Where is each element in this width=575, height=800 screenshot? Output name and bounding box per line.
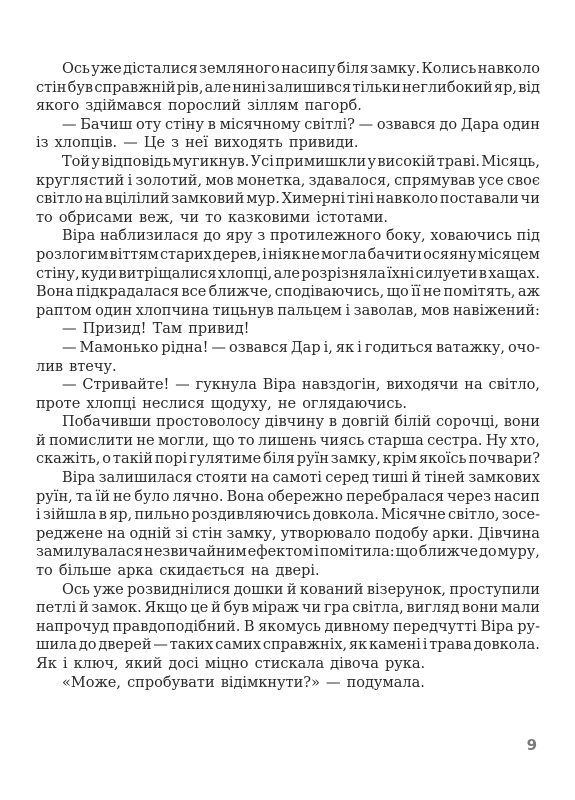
text-line: Побачивши простоволосу дівчину в довгій білій сорочці, вони xyxy=(62,414,540,431)
text-line: світло на вцілілий замковий мур. Химерні тіні навколо поставали чи xyxy=(36,191,540,208)
text-line: руїн, та їй не було лячно. Вона обережно перебралася через насип xyxy=(36,488,540,505)
text-line: — Стривайте! — гукнула Віра навздогін, виходячи на світло, xyxy=(62,377,540,394)
text-line: — Призид! Там привид! xyxy=(62,321,250,338)
text-line: стін був справжній рів, але нині залишився тільки неглибокий яр, від xyxy=(36,79,540,96)
text-line: і зійшла в яр, пильно роздивляючись довкола. Місячне світло, зосе- xyxy=(36,507,540,524)
text-line: Ось уже розвиднілися дошки й кований візерунок, проступили xyxy=(62,581,540,598)
text-line: й помислити не могли, що то лишень чиясь старша сестра. Ну хто, xyxy=(36,432,540,449)
text-line: проте хлопці неслися щодуху, не оглядаючись. xyxy=(36,395,407,412)
text-line: якого здіймався порослий зіллям пагорб. xyxy=(36,98,362,115)
text-line: шила до дверей — таких самих справжніх, як камені і трава довкола. xyxy=(36,637,540,654)
text-line: із хлопців. — Це з неї виходять привиди. xyxy=(36,135,359,152)
text-line: Ось уже дісталися земляного насипу біля замку. Колись навколо xyxy=(62,61,540,77)
text-line: реджене на одній зі стін замку, утворювало подобу арки. Дівчина xyxy=(36,525,540,542)
text-line: Віра наблизилася до яру з протилежного боку, ховаючись під xyxy=(62,228,540,245)
text-line: скажіть, о такій порі гулятиме біля руїн замку, крім якоїсь почвари? xyxy=(36,451,540,468)
text-line: раптом один хлопчина тицьнув пальцем і заволав, мов навіжений: xyxy=(36,302,540,319)
text-line: напрочуд правдоподібний. В якомусь дивному передчутті Віра ру- xyxy=(36,618,540,635)
text-line: Віра залишилася стояти на самоті серед тиші й тіней замкових xyxy=(62,470,540,487)
page-number: 9 xyxy=(526,736,537,754)
text-line: петлі й замок. Якщо це й був міраж чи гра світла, вигляд вони мали xyxy=(36,600,540,617)
text-line: замилувалася незвичайним ефектом і помітила: що ближче до муру, xyxy=(36,544,540,561)
text-line: — Бачиш оту стіну в місячному світлі? — озвався до Дара один xyxy=(62,116,540,133)
text-line: «Може, спробувати відімкнути?» — подумала. xyxy=(62,674,425,691)
text-line: стіну, куди витріщалися хлопці, але розрізняла їхні силуети в хащах. xyxy=(36,265,540,282)
text-line: Як і ключ, який досі міцно стискала дівоча рука. xyxy=(36,656,426,672)
text-line: Вона підкрадалася все ближче, сподіваючись, що її не помітять, аж xyxy=(36,284,540,301)
text-line: Той у відповідь мугикнув. Усі примишкли у високій траві. Місяць, xyxy=(62,153,540,170)
page-body-text xyxy=(36,60,540,692)
text-line: — Мамонько рідна! — озвався Дар і, як і годиться ватажку, очо- xyxy=(62,339,540,356)
text-line: круглястий і золотий, мов монетка, здавалося, спрямував усе своє xyxy=(36,172,540,189)
text-line: то більше арка скидається на двері. xyxy=(36,563,320,580)
text-line: лив втечу. xyxy=(36,358,117,375)
text-line: то обрисами веж, чи то казковими істотами. xyxy=(36,209,389,226)
text-line: розлогим віттям старих дерев, і ніяк не могла бачити осяяну місяцем xyxy=(36,246,540,263)
